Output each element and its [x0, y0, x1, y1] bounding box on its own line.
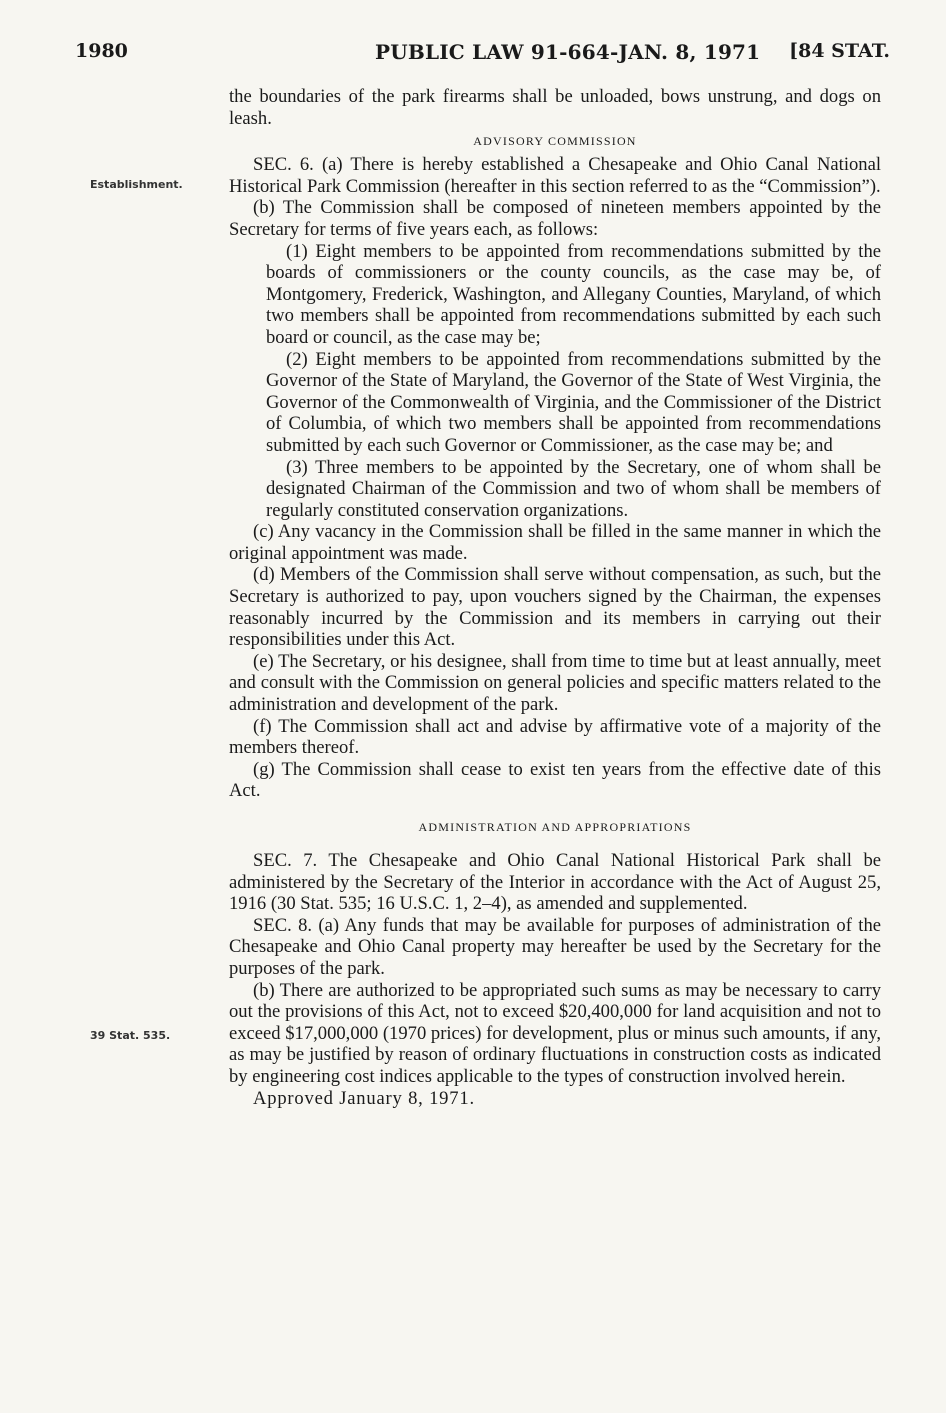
margin-note-establishment: Establishment. — [90, 178, 183, 191]
section-heading-admin: ADMINISTRATION AND APPROPRIATIONS — [418, 820, 692, 834]
paragraph-sec6c: (c) Any vacancy in the Commission shall be filled in the same manner in which the original appointment was made. — [229, 521, 881, 564]
paragraph-sec6f: (f) The Commission shall act and advise by affirmative vote of a majority of the members thereof. — [229, 715, 881, 759]
paragraph-sec6b3: (3) Three members to be appointed by the Secretary, one of whom shall be designated Chairman of the Commission and two of whom shall be members of regularly constituted conservation organizations. — [266, 456, 881, 521]
approval-line: Approved January 8, 1971. — [253, 1087, 475, 1109]
paragraph-sec6d: (d) Members of the Commission shall serve without compensation, as such, but the Secretary is authorized to pay, upon vouchers signed by the Chairman, the expenses reasonably incurred by the Commission and its members in carrying out their responsibilities under this Act. — [229, 564, 881, 651]
paragraph-sec6b2: (2) Eight members to be appointed from recommendations submitted by the Governor of the State of Maryland, the Governor of the State of West Virginia, the Governor of the Commonwealth of Virginia, and the Commissioner of the District of Columbia, of which two members shall be appointed from recommendations submitted by each such Governor or Commissioner, as the case may be; and — [266, 348, 881, 456]
page-number: 1980 — [75, 40, 128, 62]
paragraph-sec6b1: (1) Eight members to be appointed from recommendations submitted by the boards of commissioners or the county councils, as the case may be, of Montgomery, Frederick, Washington, and Allegany Counties, Maryland, of which two members shall be appointed from recommendations submitted by each such board or council, as the case may be; — [266, 240, 881, 348]
margin-note-stat-ref: 39 Stat. 535. — [90, 1029, 171, 1042]
body-text — [229, 86, 881, 1109]
paragraph-sec8b: (b) There are authorized to be appropriated such sums as may be necessary to carry out the provisions of this Act, not to exceed $20,400,000 for land acquisition and not to exceed $17,000,000 (1970 prices) for development, plus or minus such amounts, if any, as may be justified by reason of ordinary fluctuations in construction costs as indicated by engineering cost indices applicable to the types of construction involved herein. — [229, 979, 882, 1087]
paragraph-sec6b: (b) The Commission shall be composed of nineteen members appointed by the Secretary for terms of five years each, as follows: — [229, 197, 881, 240]
paragraph-sec8a: SEC. 8. (a) Any funds that may be available for purposes of administration of the Chesapeake and Ohio Canal property may hereafter be used by the Secretary for the purposes of the park. — [229, 914, 881, 979]
paragraph-sec6g: (g) The Commission shall cease to exist ten years from the effective date of this Act. — [229, 758, 881, 802]
paragraph-sec7: SEC. 7. The Chesapeake and Ohio Canal National Historical Park shall be administered by the Secretary of the Interior in accordance with the Act of August 25, 1916 (30 Stat. 535; 16 U.S.C. 1, 2–4), as amended and supplemented. — [229, 850, 881, 915]
section-heading-advisory: ADVISORY COMMISSION — [473, 134, 637, 149]
opening-paragraph: the boundaries of the park firearms shall be unloaded, bows unstrung, and dogs on leash. — [229, 86, 881, 129]
page-header — [75, 40, 890, 72]
statute-reference: [84 STAT. — [789, 40, 890, 62]
running-title: PUBLIC LAW 91-664-JAN. 8, 1971 — [375, 40, 761, 64]
paragraph-sec6e: (e) The Secretary, or his designee, shall from time to time but at least annually, meet and consult with the Commission on general policies and specific matters related to the administration and development of the park. — [229, 650, 881, 716]
paragraph-sec6a: SEC. 6. (a) There is hereby established a Chesapeake and Ohio Canal National Historical Park Commission (hereafter in this section referred to as the “Commission”). — [229, 154, 881, 197]
